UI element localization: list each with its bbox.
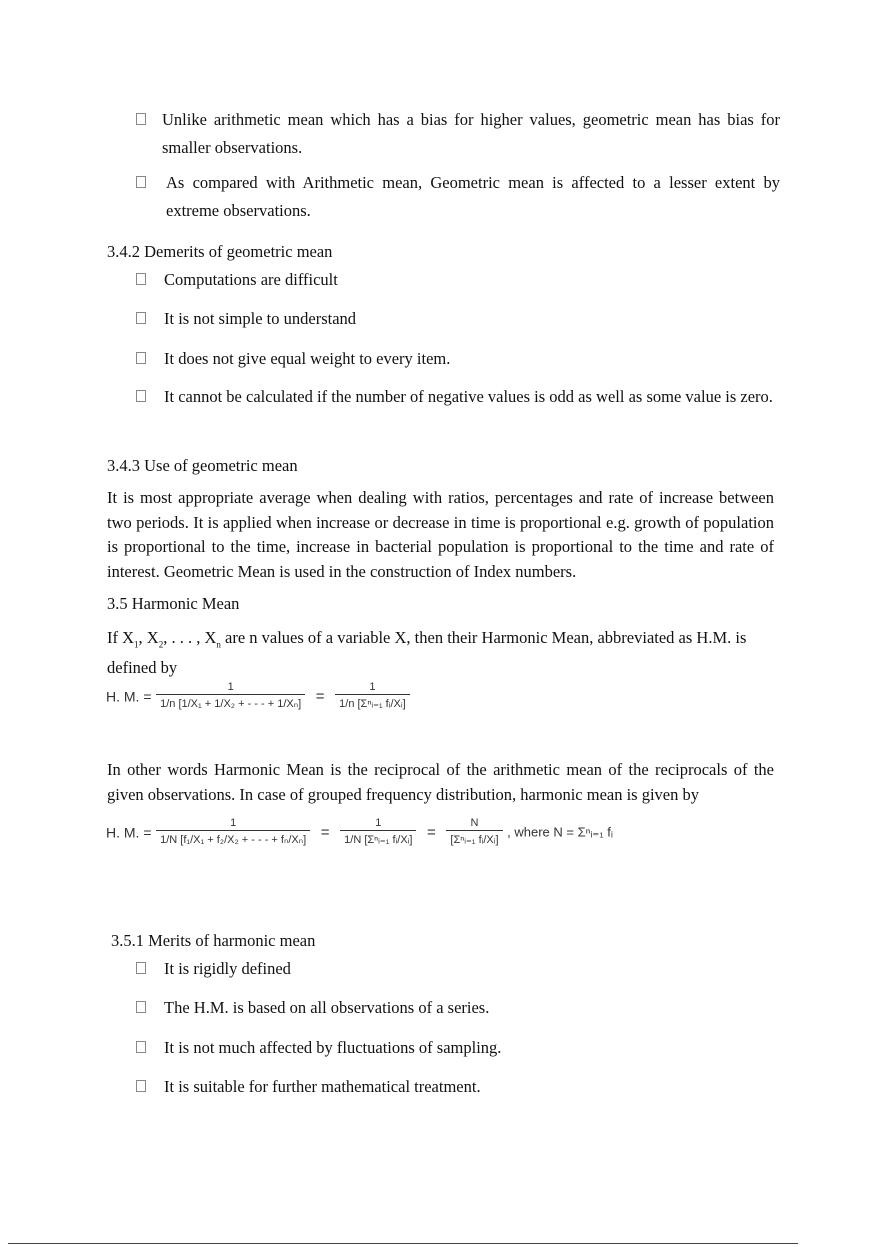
list-item [136, 383, 780, 411]
bullet-text: It is not much affected by fluctuations of sampling. [164, 1038, 502, 1057]
formula-hm: H. M. = $\frac{1}{\text{1/n [1/X₁ + 1/X₂ + - - - + 1/Xₙ]}}$ = $\frac{1}{\text{1/n [Σⁿᵢ₌₁ fᵢ/Xᵢ]}}$ [106, 680, 410, 713]
section-heading: 3.4.3 Use of geometric mean [107, 456, 298, 475]
bullet-text: As compared with Arithmetic mean, Geometric mean is affected to a lesser extent by extreme observations. [166, 173, 780, 220]
fraction: $\frac{1}{\text{1/N [Σⁿᵢ₌₁ fᵢ/Xᵢ]}}$ [340, 816, 416, 849]
bullet-icon [136, 113, 146, 125]
list-item [136, 1073, 780, 1101]
paragraph: If $X_1$, $X_2$, . . . , $X_n$ are n values of a variable X, then their Harmonic Mean, abbreviated as H.M. is defined by [107, 628, 747, 678]
list-item [136, 994, 780, 1022]
bullet-icon [136, 312, 146, 324]
bullet-icon [136, 1041, 146, 1053]
bullet-text: It cannot be calculated if the number of negative values is odd as well as some value is zero. [164, 387, 773, 406]
footer-divider [8, 1243, 798, 1244]
bullet-icon [136, 176, 146, 188]
list-item [136, 106, 780, 162]
bullet-icon [136, 352, 146, 364]
section-heading: 3.5 Harmonic Mean [107, 594, 240, 613]
bullet-icon [136, 1001, 146, 1013]
paragraph: In other words Harmonic Mean is the reciprocal of the arithmetic mean of the reciprocals of the given observations. In case of grouped frequency distribution, harmonic mean is given by [107, 760, 774, 804]
bullet-icon [136, 962, 146, 974]
fraction: $\frac{1}{\text{1/n [1/X₁ + 1/X₂ + - - - + 1/Xₙ]}}$ [156, 680, 305, 713]
fraction: $\frac{1}{\text{1/n [Σⁿᵢ₌₁ fᵢ/Xᵢ]}}$ [335, 680, 409, 713]
section-heading: 3.5.1 Merits of harmonic mean [111, 931, 316, 950]
fraction: $\frac{1}{\text{1/N [f₁/X₁ + f₂/X₂ + - - - + fₙ/Xₙ]}}$ [156, 816, 310, 849]
formula-hm-grouped: H. M. = $\frac{1}{\text{1/N [f₁/X₁ + f₂/X₂ + - - - + fₙ/Xₙ]}}$ = $\frac{1}{\text{1/N [Σⁿᵢ₌₁ fᵢ/Xᵢ]}}$ = $\frac{N}{\text{[Σⁿᵢ₌₁ fᵢ/Xᵢ]}}$ , where N = Σⁿᵢ₌₁ fᵢ [106, 816, 613, 849]
list-item [136, 955, 780, 983]
list-item [136, 345, 780, 373]
list-item [136, 169, 780, 225]
bullet-text: Unlike arithmetic mean which has a bias for higher values, geometric mean has bias for smaller observations. [162, 110, 780, 157]
bullet-text: It does not give equal weight to every item. [164, 349, 451, 368]
bullet-text: It is suitable for further mathematical treatment. [164, 1077, 481, 1096]
bullet-icon [136, 390, 146, 402]
list-item [136, 266, 780, 294]
bullet-text: The H.M. is based on all observations of a series. [164, 998, 490, 1017]
bullet-text: It is rigidly defined [164, 959, 291, 978]
section-heading: 3.4.2 Demerits of geometric mean [107, 242, 333, 261]
fraction: $\frac{N}{\text{[Σⁿᵢ₌₁ fᵢ/Xᵢ]}}$ [446, 816, 502, 849]
list-item [136, 305, 780, 333]
bullet-text: It is not simple to understand [164, 309, 357, 328]
paragraph: It is most appropriate average when dealing with ratios, percentages and rate of increase between two periods. It is applied when increase or decrease in time is proportional e.g. growth of population is proportional to the time, increase in bacterial population is proportional to the time and rate of interest. Geometric Mean is used in the construction of Index numbers. [107, 488, 774, 581]
list-item [136, 1034, 780, 1062]
bullet-icon [136, 273, 146, 285]
bullet-text: Computations are difficult [164, 270, 338, 289]
bullet-icon [136, 1080, 146, 1092]
